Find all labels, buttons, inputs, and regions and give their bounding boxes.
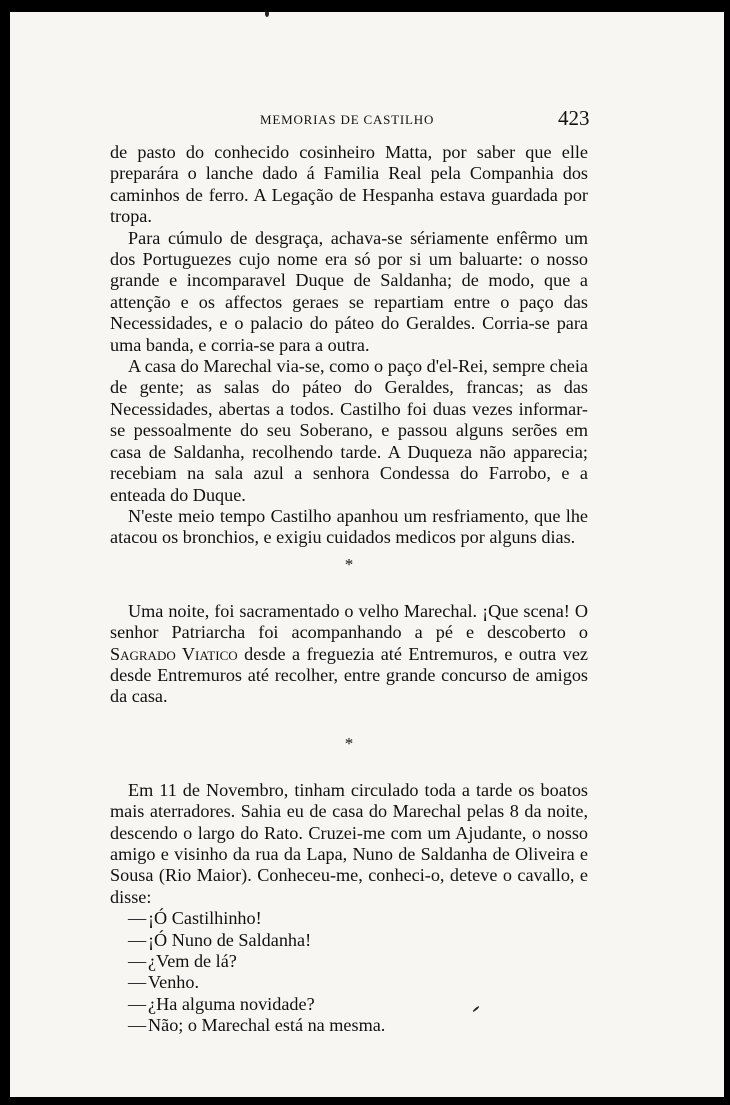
paragraph-2: Para cúmulo de desgraça, achava-se sériamente enfêrmo um dos Portuguezes cujo nome era só por si um baluarte: o nosso grande e incomparavel Duque de Saldanha; de modo, que a attenção e os affectos geraes se repartiam entre o paço das Necessidades, e o palacio do páteo do Geraldes. Corria-se para uma banda, e corria-se para a outra. xyxy=(110,227,588,355)
paragraph-1: de pasto do conhecido cosinheiro Matta, por saber que elle preparára o lanche dado á Familia Real pela Companhia dos caminhos de ferro. A Legação de Hespanha estava guardada por tropa. xyxy=(110,142,588,227)
dialogue-text: ¡Ó Nuno de Saldanha! xyxy=(148,929,312,950)
dialogue-dash: — xyxy=(128,993,147,1014)
dialogue-text: ¿Ha alguma novidade? xyxy=(148,993,315,1014)
dialogue-line xyxy=(110,1015,588,1036)
dialogue-dash: — xyxy=(128,929,147,950)
top-ink-speck xyxy=(265,12,269,17)
sagrado-viatico: Sagrado Viatico xyxy=(110,643,238,664)
page-header xyxy=(10,104,724,134)
paragraph-4: N'este meio tempo Castilho apanhou um resfriamento, que lhe atacou os bronchios, e exigiu cuidados medicos por alguns dias. xyxy=(110,505,588,548)
dialogue-line xyxy=(110,908,588,929)
dialogue-dash: — xyxy=(128,1015,147,1036)
viatico-text-before: Uma noite, foi sacramentado o velho Marechal. ¡Que scena! O senhor Patriarcha foi acompanhando a pé e descoberto o xyxy=(110,600,588,643)
dialogue-text: Não; o Marechal está na mesma. xyxy=(148,1015,386,1036)
section-separator-2: * xyxy=(344,733,354,753)
dialogue-dash: — xyxy=(128,972,147,993)
paragraph-november: Em 11 de Novembro, tinham circulado toda a tarde os boatos mais aterradores. Sahia eu de casa do Marechal pelas 8 da noite, descendo o largo do Rato. Cruzei-me com um Ajudante, o nosso amigo e visinho da rua da Lapa, Nuno de Saldanha de Oliveira e Sousa (Rio Maior). Conheceu-me, conheci-o, deteve o cavallo, e disse: xyxy=(110,779,588,907)
dialogue-line xyxy=(110,972,588,993)
paragraph-3: A casa do Marechal via-se, como o paço d'el-Rei, sempre cheia de gente; as salas do páteo do Geraldes, francas; as das Necessidades, abertas a todos. Castilho foi duas vezes informar-se pessoalmente do seu Soberano, e passou alguns serões em casa de Saldanha, recolhendo tarde. A Duqueza não apparecia; recebiam na sala azul a senhora Condessa do Farrobo, e a enteada do Duque. xyxy=(110,356,588,505)
dialogue-line xyxy=(110,994,588,1015)
dialogue-text: ¿Vem de lá? xyxy=(148,951,237,971)
dialogue-line xyxy=(110,951,588,972)
body-text xyxy=(110,142,588,1037)
book-page xyxy=(10,12,724,1097)
viatico-text-after: desde a freguezia até Entremuros, e outra vez desde Entremuros até recolher, entre grande concurso de amigos da casa. xyxy=(110,643,588,707)
dialogue-line xyxy=(110,930,588,951)
dialogue-text: ¡Ó Castilhinho! xyxy=(148,908,262,929)
dialogue-dash: — xyxy=(128,908,147,929)
dialogue-dash: — xyxy=(128,951,147,971)
paragraph-viatico xyxy=(110,601,588,708)
running-title: MEMORIAS DE CASTILHO xyxy=(260,112,435,127)
section-separator-1: * xyxy=(344,554,354,574)
page-number: 423 xyxy=(558,106,590,130)
dialogue-text: Venho. xyxy=(148,972,200,993)
